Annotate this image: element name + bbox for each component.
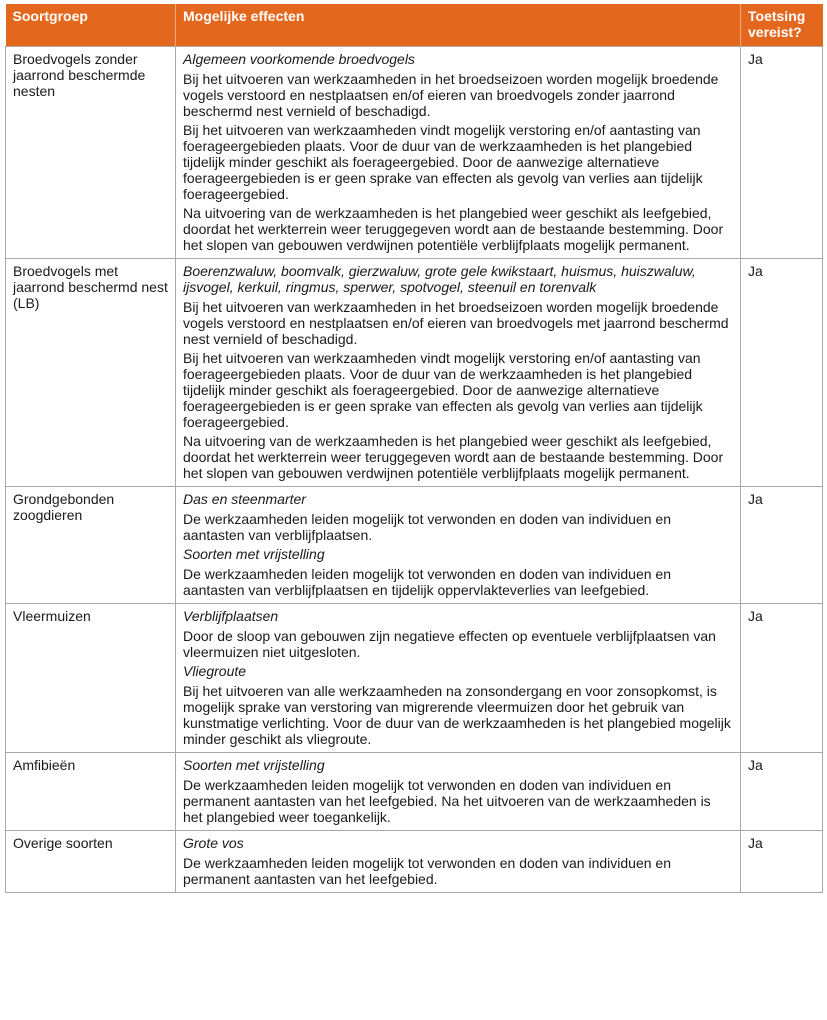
effects-subheading: Soorten met vrijstelling: [183, 546, 325, 562]
effects-paragraph: De werkzaamheden leiden mogelijk tot verwonden en doden van individuen en permanent aantasten van het leefgebied.: [183, 855, 671, 887]
assessment-required-cell: Ja: [741, 487, 823, 604]
effects-cell: [176, 753, 741, 831]
assessment-required-cell: Ja: [741, 753, 823, 831]
species-group-cell: Amfibieën: [6, 753, 176, 831]
effects-subheading: Boerenzwaluw, boomvalk, gierzwaluw, grote gele kwikstaart, huismus, huiszwaluw, ijsvogel, kerkuil, ringmus, sperwer, spotvogel, steenuil en torenvalk: [183, 263, 696, 295]
effects-subheading: Soorten met vrijstelling: [183, 757, 325, 773]
header-toetsing-line2: vereist?: [748, 24, 802, 40]
assessment-required-cell: Ja: [741, 831, 823, 893]
effects-cell: [176, 259, 741, 487]
effects-paragraph: De werkzaamheden leiden mogelijk tot verwonden en doden van individuen en permanent aantasten van het leefgebied. Na het uitvoeren van de werkzaamheden is het plangebied weer toegankelijk.: [183, 777, 711, 825]
table-body: [6, 47, 823, 893]
effects-paragraph: Bij het uitvoeren van werkzaamheden vindt mogelijk verstoring en/of aantasting van foerageergebieden plaats. Voor de duur van de werkzaamheden is het plangebied tijdelijk minder geschikt als foerageergebied. Door de aanwezige alternatieve foerageergebieden is er geen sprake van effecten als gevolg van verlies aan tijdelijk foerageergebied.: [183, 350, 703, 430]
effects-paragraph: Bij het uitvoeren van alle werkzaamheden na zonsondergang en voor zonsopkomst, is mogelijk sprake van verstoring van migrerende vleermuizen door het gebruik van kunstmatige verlichting. Voor de duur van de werkzaamheden is het plangebied mogelijk minder geschikt als vliegroute.: [183, 683, 731, 747]
effects-cell: [176, 604, 741, 753]
species-group-cell: Vleermuizen: [6, 604, 176, 753]
species-effects-table: [5, 4, 823, 893]
assessment-required-cell: Ja: [741, 47, 823, 259]
effects-paragraph: Bij het uitvoeren van werkzaamheden vindt mogelijk verstoring en/of aantasting van foerageergebieden plaats. Voor de duur van de werkzaamheden is het plangebied tijdelijk minder geschikt als foerageergebied. Door de aanwezige alternatieve foerageergebieden is er geen sprake van effecten als gevolg van verlies aan tijdelijk foerageergebied.: [183, 122, 703, 202]
effects-paragraph: Door de sloop van gebouwen zijn negatieve effecten op eventuele verblijfplaatsen van vleermuizen niet uitgesloten.: [183, 628, 716, 660]
header-soortgroep: Soortgroep: [6, 4, 176, 47]
effects-cell: [176, 487, 741, 604]
effects-paragraph: Na uitvoering van de werkzaamheden is het plangebied weer geschikt als leefgebied, doordat het werkterrein weer teruggegeven wordt aan de bestaande bestemming. Door het slopen van gebouwen verdwijnen potentiële verblijfplaats mogelijk permanent.: [183, 433, 724, 481]
table-row: [6, 831, 823, 893]
species-group-cell: Broedvogels zonder jaarrond beschermde nesten: [6, 47, 176, 259]
species-group-cell: Broedvogels met jaarrond beschermd nest (LB): [6, 259, 176, 487]
table-header-row: [6, 4, 823, 47]
effects-paragraph: Na uitvoering van de werkzaamheden is het plangebied weer geschikt als leefgebied, doordat het werkterrein weer teruggegeven wordt aan de bestaande bestemming. Door het slopen van gebouwen verdwijnen potentiële verblijfplaats mogelijk permanent.: [183, 205, 724, 253]
effects-subheading: Vliegroute: [183, 663, 247, 679]
assessment-required-cell: Ja: [741, 604, 823, 753]
effects-cell: [176, 47, 741, 259]
table-row: [6, 259, 823, 487]
species-group-cell: Grondgebonden zoogdieren: [6, 487, 176, 604]
table-row: [6, 604, 823, 753]
table-row: [6, 47, 823, 259]
effects-subheading: Grote vos: [183, 835, 244, 851]
effects-paragraph: Bij het uitvoeren van werkzaamheden in het broedseizoen worden mogelijk broedende vogels verstoord en nestplaatsen en/of eieren van broedvogels zonder jaarrond beschermd nest vernield of beschadigd.: [183, 71, 719, 119]
header-toetsing-vereist: [741, 4, 823, 47]
effects-paragraph: De werkzaamheden leiden mogelijk tot verwonden en doden van individuen en aantasten van verblijfplaatsen en tijdelijk oppervlakteverlies van leefgebied.: [183, 566, 671, 598]
table-row: [6, 753, 823, 831]
species-group-cell: Overige soorten: [6, 831, 176, 893]
effects-cell: [176, 831, 741, 893]
effects-subheading: Algemeen voorkomende broedvogels: [183, 51, 415, 67]
header-mogelijke-effecten: Mogelijke effecten: [176, 4, 741, 47]
effects-paragraph: De werkzaamheden leiden mogelijk tot verwonden en doden van individuen en aantasten van verblijfplaatsen.: [183, 511, 671, 543]
effects-subheading: Verblijfplaatsen: [183, 608, 279, 624]
assessment-required-cell: Ja: [741, 259, 823, 487]
table-row: [6, 487, 823, 604]
effects-paragraph: Bij het uitvoeren van werkzaamheden in het broedseizoen worden mogelijk broedende vogels verstoord en nestplaatsen en/of eieren van broedvogels met jaarrond beschermd nest vernield of beschadigd.: [183, 299, 729, 347]
effects-subheading: Das en steenmarter: [183, 491, 306, 507]
header-toetsing-line1: Toetsing: [748, 8, 806, 24]
